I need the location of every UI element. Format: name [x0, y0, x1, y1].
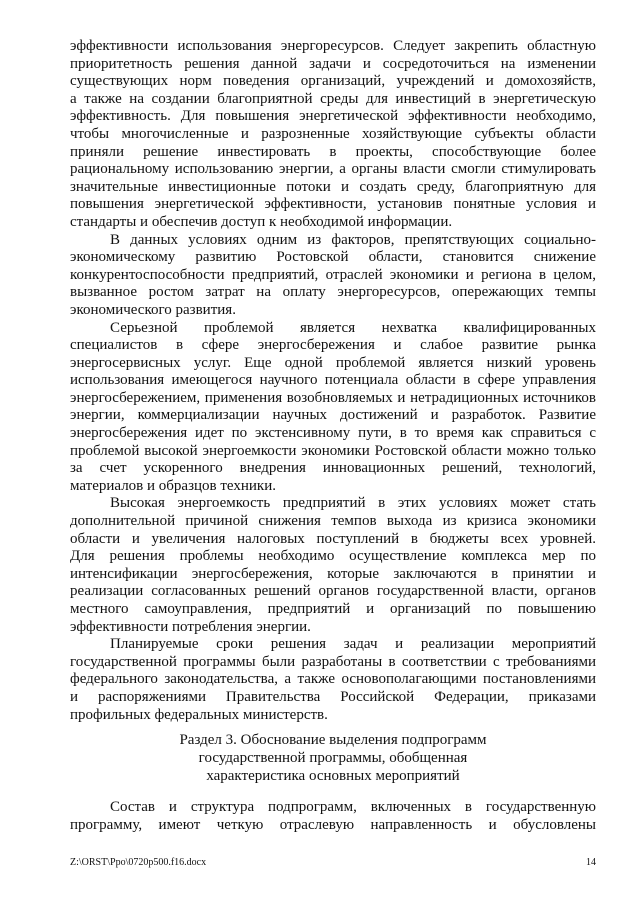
text-line: энергии, коммерциализации научных достижений и разработок. Развитие — [70, 407, 596, 424]
text-line: энергосбережения идет по экстенсивному пути, в то время как справиться с — [70, 425, 596, 442]
paragraph — [70, 320, 596, 496]
page-number: 14 — [586, 857, 596, 868]
text-line: приняли решение инвестировать в проекты, способствующие более — [70, 143, 596, 160]
text-line: Состав и структура подпрограмм, включенных в государственную — [110, 799, 596, 815]
paragraph — [70, 232, 596, 320]
section-heading — [70, 731, 596, 785]
text-line: специалистов в сфере энергосбережения и слабое развитие рынка — [70, 337, 596, 354]
heading-line: Раздел 3. Обоснование выделения подпрограмм — [179, 732, 487, 748]
text-line: программу, имеют четкую отраслевую направленность и обусловлены — [70, 816, 596, 833]
text-line: Серьезной проблемой является нехватка квалифицированных — [110, 319, 596, 336]
text-line: области и увеличения налоговых поступлений в бюджеты всех уровней. — [70, 530, 596, 547]
paragraph — [70, 38, 596, 232]
text-line: экономическому развитию Ростовской области, становится снижение — [70, 249, 596, 266]
text-line: приоритетность решения данной задачи и сосредоточиться на изменении — [70, 55, 596, 72]
text-line: а также на создании благоприятной среды для инвестиций в энергетическую — [70, 90, 596, 107]
document-body — [70, 38, 596, 724]
text-line: федерального законодательства, а также основополагающими постановлениями — [70, 671, 596, 688]
file-path: Z:\ORST\Ppo\0720p500.f16.docx — [70, 857, 207, 868]
text-line: стандарты и обеспечив доступ к необходимой информации. — [70, 213, 453, 230]
text-line: чтобы многочисленные и разрозненные хозяйствующие субъекты области — [70, 125, 596, 142]
text-line: дополнительной причиной снижения темпов выхода из кризиса экономики — [70, 513, 596, 530]
text-line: материалов и образцов техники. — [70, 477, 276, 494]
text-line: существующих норм поведения организаций, учреждений и домохозяйств, — [70, 73, 596, 90]
text-line: Высокая энергоемкость предприятий в этих условиях может стать — [110, 495, 596, 512]
paragraph — [70, 636, 596, 724]
text-line: интенсификации энергосбережения, которые заключаются в принятии и — [70, 565, 596, 582]
tail-paragraph — [70, 799, 596, 834]
text-line: значительные инвестиционные потоки и создать среду, благоприятную для — [70, 178, 596, 195]
page-footer — [70, 856, 596, 870]
text-line: профильных федеральных министерств. — [70, 706, 328, 723]
text-line: энергосервисных услуг. Еще одной проблемой является низкий уровень — [70, 354, 596, 371]
text-line: вызванное ростом затрат на оплату энергоресурсов, опережающих темпы — [70, 284, 596, 301]
text-line: повышения энергетической эффективности, установив понятные условия и — [70, 196, 596, 213]
text-line: конкурентоспособности предприятий, отраслей экономики и региона в целом, — [70, 266, 596, 283]
text-line: за счет ускоренного внедрения инновационных решений, технологий, — [70, 460, 596, 477]
paragraph — [70, 495, 596, 636]
text-line: Планируемые сроки решения задач и реализации мероприятий — [110, 636, 596, 653]
text-line: В данных условиях одним из факторов, препятствующих социально- — [110, 231, 596, 248]
text-line: реализации согласованных решений органов государственной власти, органов — [70, 583, 596, 600]
text-line: и распоряжениями Правительства Российской Федерации, приказами — [70, 688, 596, 705]
text-line: местного самоуправления, предприятий и организаций по повышению — [70, 601, 596, 617]
text-line: эффективность. Для повышения энергетической эффективности необходимо, — [70, 108, 596, 125]
text-line: Для решения проблемы необходимо осуществление комплекса мер по — [70, 548, 596, 565]
text-line: проблемой высокой энергоемкости экономики Ростовской области можно только — [70, 442, 596, 459]
heading-line: характеристика основных мероприятий — [206, 768, 460, 784]
text-line: рациональному использованию энергии, а органы власти смогли стимулировать — [70, 161, 596, 178]
text-line: эффективности использования энергоресурсов. Следует закрепить областную — [70, 38, 596, 54]
text-line: использования имеющегося научного потенциала области в сфере управления — [70, 372, 596, 389]
text-line: государственной программы были разработаны в соответствии с требованиями — [70, 653, 596, 670]
text-line: эффективности потребления энергии. — [70, 618, 311, 635]
text-line: энергосбережением, применения возобновляемых и нетрадиционных источников — [70, 389, 596, 406]
text-line: экономического развития. — [70, 301, 236, 318]
heading-line: государственной программы, обобщенная — [198, 750, 468, 766]
